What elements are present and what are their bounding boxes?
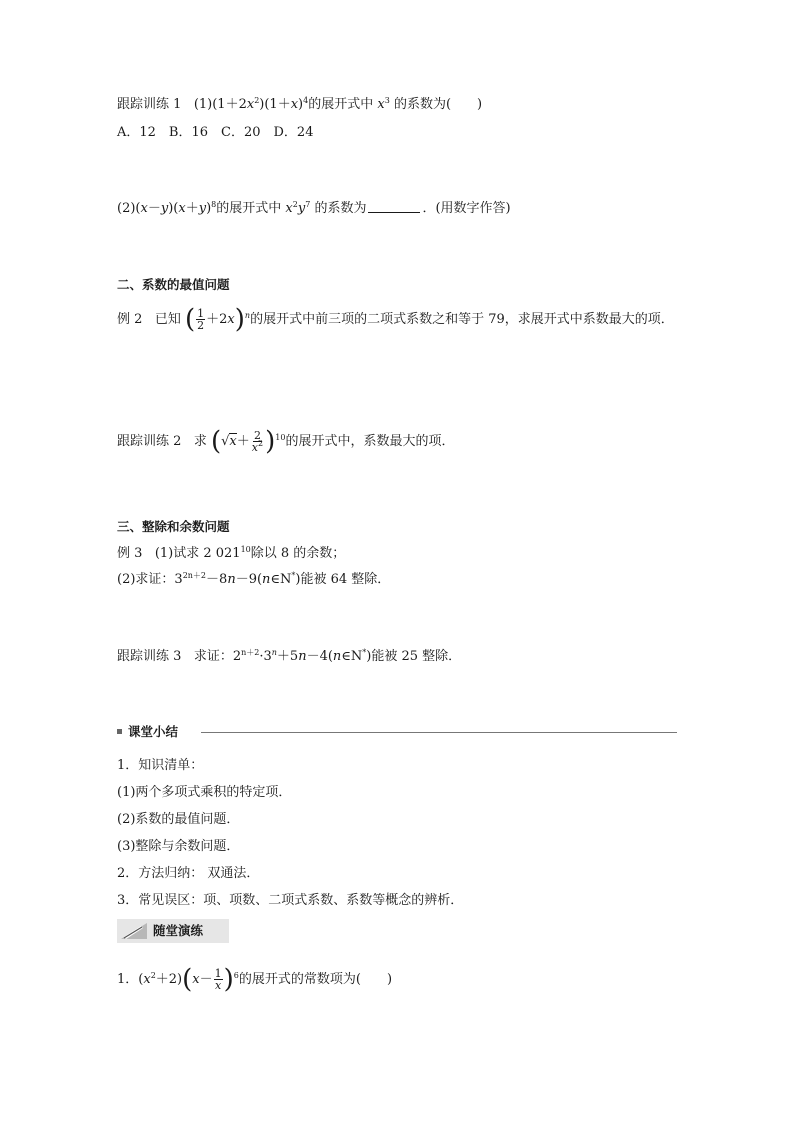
fraction: $\frac{1}{x}$: [214, 967, 222, 992]
summary-item: (3)整除与余数问题．: [117, 839, 240, 854]
practice1-q2: $(2)(x-y)(x+y)^8$的展开式中 $x^2y^7$ 的系数为 ．(用数字作答): [117, 200, 511, 216]
summary-item: 1．知识清单：: [117, 758, 204, 773]
summary-item: 3．常见误区：项、项数、二项式系数、系数等概念的辨析．: [117, 893, 464, 908]
example3-q2: (2)求证：$3^{2n+2}-8n-9(n\in N^*)$能被 64 整除．: [117, 571, 391, 587]
practice2: 跟踪训练 2 求 (√x＋ $\frac{2}{x^2}$ )$^{10}$的展开式中，系数最大的项．: [117, 426, 455, 457]
summary-title: 课堂小结: [128, 724, 179, 739]
example2-label: 例 2: [117, 312, 143, 327]
section3-title: 三、整除和余数问题: [117, 519, 230, 534]
practice3-label: 跟踪训练 3: [117, 649, 182, 664]
divider: [201, 732, 677, 733]
fraction: $\frac{2}{x^2}$: [251, 429, 264, 454]
drill-q1: 1．$(x^2+2)(x-$ $\frac{1}{x}$ )$^6$的展开式的常数项为( ): [117, 964, 393, 995]
example3-label: 例 3: [117, 546, 143, 561]
practice1-options: A．12 B．16 C．20 D．24: [117, 125, 314, 140]
practice2-label: 跟踪训练 2: [117, 434, 182, 449]
bullet-square-icon: [117, 729, 122, 734]
summary-item: 2．方法归纳： 双通法．: [117, 866, 260, 881]
practice1-label: 跟踪训练 1: [117, 97, 182, 112]
drill-badge: [117, 919, 229, 943]
answer-blank[interactable]: [368, 200, 420, 213]
fraction: $\frac{1}{2}$: [197, 307, 205, 332]
section2-title: 二、系数的最值问题: [117, 277, 230, 292]
summary-item: (1)两个多项式乘积的特定项．: [117, 785, 292, 800]
practice3: 跟踪训练 3 求证：$2^{n+2}\cdot 3^n+5n-4(n\in N^*)$能被 25 整除．: [117, 648, 462, 664]
pencil-icon: [121, 923, 147, 939]
summary-item: (2)系数的最值问题．: [117, 812, 240, 827]
example2: 例 2 已知 ( $\frac{1}{2}$ ＋2x)$^n$的展开式中前三项的二项式系数之和等于 79，求展开式中系数最大的项．: [117, 304, 674, 335]
summary-header: [117, 724, 677, 740]
drill-badge-label: 随堂演练: [153, 923, 204, 938]
practice1-q1: 跟踪训练 1 $(1)(1+2x^2)(1+x)^4$的展开式中 $x^3$ 的系数为( ): [117, 96, 483, 112]
example3-q1: 例 3 (1)试求 2 $021^{10}$除以 8 的余数；: [117, 545, 346, 561]
